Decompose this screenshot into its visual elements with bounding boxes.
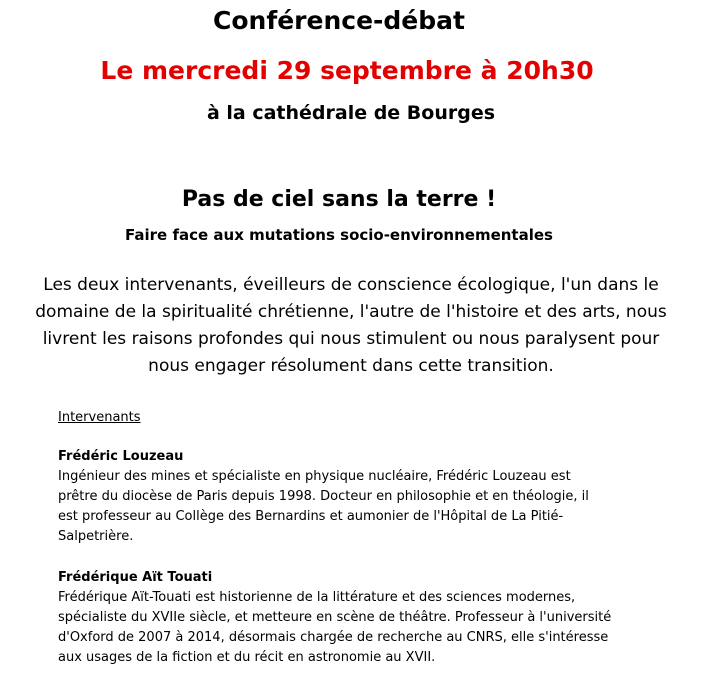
speaker-bio-line: spécialiste du XVIIe siècle, et metteure en scène de théâtre. Professeur à l'université	[58, 610, 612, 625]
speaker-bio	[58, 588, 611, 668]
talk-title: Pas de ciel sans la terre !	[181, 187, 497, 212]
speaker-bio	[58, 467, 589, 547]
speaker-bio-line: Frédérique Aït-Touati est historienne de la littérature et des sciences modernes,	[58, 590, 576, 605]
speaker-bio-line: d'Oxford de 2007 à 2014, désormais chargée de recherche au CNRS, elle s'intéresse	[58, 630, 609, 645]
speaker-bio-line: Salpetrière.	[58, 529, 134, 544]
speaker-name: Frédéric Louzeau	[58, 449, 184, 464]
speakers-heading: Intervenants	[58, 410, 141, 425]
event-date-heading: Le mercredi 29 septembre à 20h30	[100, 56, 594, 85]
speaker-bio-line: prêtre du diocèse de Paris depuis 1998. Docteur en philosophie et en théologie, il	[58, 489, 589, 504]
speaker-bio-line: aux usages de la fiction et du récit en astronomie au XVII.	[58, 650, 436, 665]
speaker-name: Frédérique Aït Touati	[58, 570, 213, 585]
speaker-bio-line: Ingénieur des mines et spécialiste en physique nucléaire, Frédéric Louzeau est	[58, 469, 571, 484]
intro-line: domaine de la spiritualité chrétienne, l'autre de l'histoire et des arts, nous	[35, 302, 667, 322]
speaker-bio-line: est professeur au Collège des Bernardins et aumonier de l'Hôpital de La Pitié-	[58, 509, 564, 524]
event-place-heading: à la cathédrale de Bourges	[206, 102, 496, 124]
intro-line: livrent les raisons profondes qui nous stimulent ou nous paralysent pour	[42, 329, 660, 349]
intro-line: nous engager résolument dans cette transition.	[148, 356, 554, 376]
event-type-heading: Conférence-débat	[213, 6, 465, 35]
intro-paragraph	[0, 272, 702, 380]
intro-line: Les deux intervenants, éveilleurs de conscience écologique, l'un dans le	[43, 275, 659, 295]
talk-subtitle: Faire face aux mutations socio-environnementales	[125, 226, 553, 244]
